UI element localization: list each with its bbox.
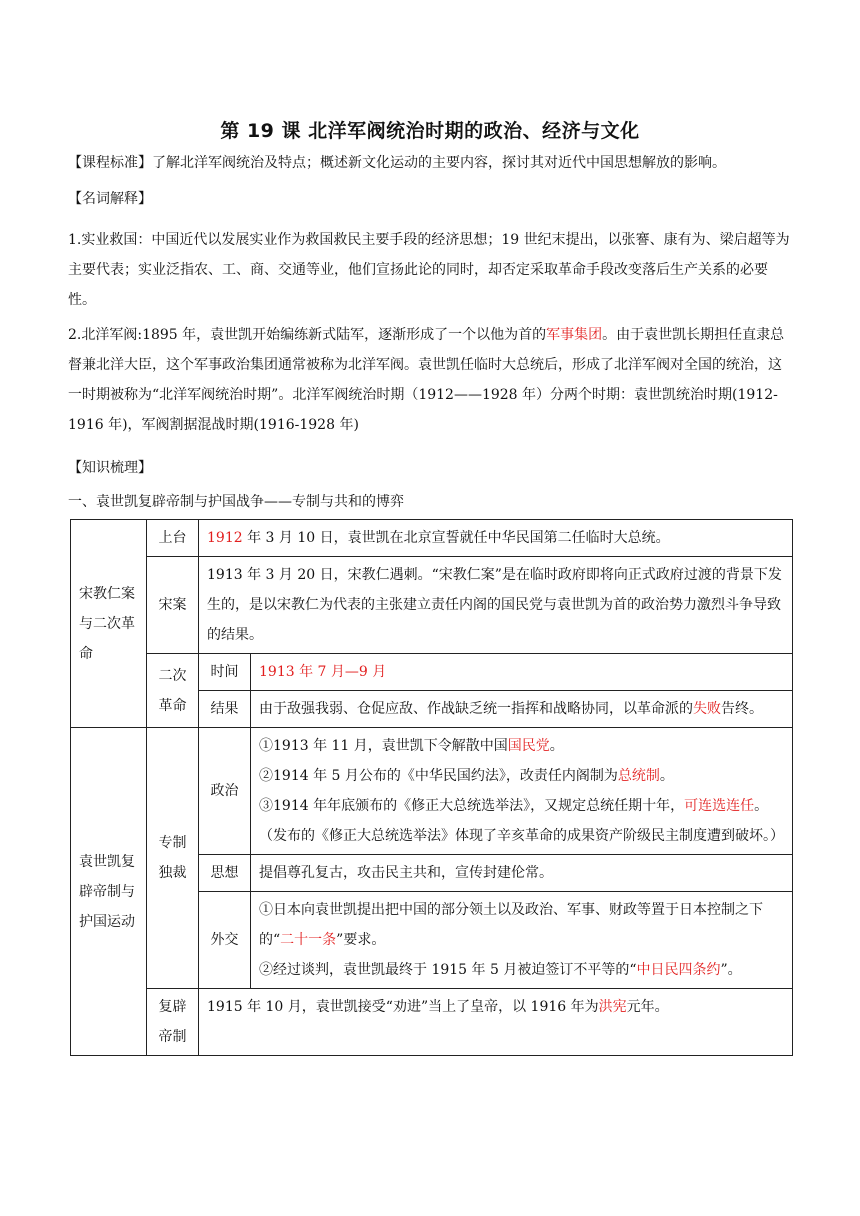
zhengzhi-1red: 国民党: [507, 738, 550, 754]
section-1-heading: 一、袁世凯复辟帝制与护国战争——专制与共和的博弈: [68, 494, 404, 510]
result-label: 结果: [199, 691, 251, 728]
fubi-a: 1915 年 10 月，袁世凯接受“劝进”当上了皇帝，以 1916 年为: [207, 999, 599, 1015]
fubi-label-1: 复辟: [158, 999, 187, 1015]
zhengzhi-item-1: [259, 731, 784, 761]
waijiao-item-1: [259, 895, 784, 955]
table-row: [71, 557, 793, 654]
zhengzhi-label: 政治: [199, 728, 251, 855]
result-b: 告终。: [721, 701, 763, 717]
shangtai-year: 1912: [207, 530, 243, 546]
zhengzhi-3a: ③1914 年年底颁布的《修正大总统选举法》，又规定总统任期十年，: [259, 798, 685, 814]
page-title: 第 19 课 北洋军阀统治时期的政治、经济与文化: [220, 120, 640, 142]
waijiao-1a: ①日本向袁世凯提出把中国的部分领土以及政治、军事、财政等置于日本控制之下的“: [259, 902, 763, 948]
zhengzhi-note: （发布的《修正大总统选举法》体现了辛亥革命的成果资产阶级民主制度遭到破坏。）: [259, 828, 784, 844]
zhengzhi-3red: 可连选连任: [684, 798, 755, 814]
erci-label-1: 二次: [158, 667, 187, 684]
result-value: [251, 691, 793, 728]
row-label-songan: 宋案: [147, 557, 199, 654]
waijiao-2a: ②经过谈判，袁世凯最终于 1915 年 5 月被迫签订不平等的“: [259, 962, 637, 978]
group-label-fubi: 袁世凯复辟帝制与护国运动: [71, 728, 147, 1056]
course-standard: [68, 148, 792, 178]
time-label: 时间: [199, 654, 251, 691]
table-row: [71, 728, 793, 855]
row-label-fubi: [147, 989, 199, 1056]
knowledge-table: [70, 519, 793, 1056]
fubi-red: 洪宪: [598, 999, 627, 1015]
erci-label-2: 革命: [158, 697, 187, 714]
knowledge-heading: 【知识梳理】: [68, 460, 152, 476]
result-red: 失败: [693, 701, 721, 717]
row-label-shangtai: 上台: [147, 520, 199, 557]
table-row: [71, 989, 793, 1056]
cell-shangtai: [199, 520, 793, 557]
waijiao-1red: 二十一条: [280, 932, 337, 948]
fubi-b: 元年。: [626, 999, 669, 1015]
fubi-cell: [199, 989, 793, 1056]
zhengzhi-2a: ②1914 年 5 月公布的《中华民国约法》，改责任内阁制为: [259, 768, 618, 784]
sixiang-cell: 提倡尊孔复古，攻击民主共和，宣传封建伦常。: [251, 855, 793, 892]
zhengzhi-item-2: [259, 761, 784, 791]
waijiao-cell: [251, 892, 793, 989]
zhengzhi-2red: 总统制: [617, 768, 660, 784]
sixiang-label: 思想: [199, 855, 251, 892]
term-2-red: 军事集团: [546, 327, 603, 343]
zhengzhi-item-3: [259, 791, 784, 821]
waijiao-2red: 中日民四条约: [636, 962, 721, 978]
waijiao-1b: ”要求。: [336, 932, 386, 948]
shangtai-text: 年 3 月 10 日，袁世凯在北京宣誓就任中华民国第二任临时大总统。: [242, 530, 670, 546]
zhengzhi-1b: 。: [549, 738, 564, 754]
zhengzhi-cell: [251, 728, 793, 855]
group-label-songan: 宋教仁案与二次革命: [71, 520, 147, 728]
term-2: [68, 320, 792, 440]
waijiao-2b: ”。: [720, 962, 742, 978]
course-standard-text: 了解北洋军阀统治及特点；概述新文化运动的主要内容，探讨其对近代中国思想解放的影响。: [152, 155, 726, 171]
waijiao-item-2: [259, 955, 784, 985]
table-row: [71, 654, 793, 691]
terms-heading: 【名词解释】: [68, 191, 152, 207]
term-2-b: 。由于袁世凯长期担任直隶总督兼北洋大臣，这个军事政治集团通常被称为北洋军阀。袁世凯任临时大总统后，形成了北洋军阀对全国的统治，这一时期被称为“北洋军阀统治时期”。北洋军阀统治时期（1912——1928 年）分两个时期：袁世凯统治时期(1912-1916 年)，军阀割据混战时期(1916-1928 年): [68, 327, 785, 433]
row-label-erci: [147, 654, 199, 728]
row-label-zhuanzhi: 专制独裁: [147, 728, 199, 989]
cell-songan: 1913 年 3 月 20 日，宋教仁遇刺。“宋教仁案”是在临时政府即将向正式政府过渡的背景下发生的，是以宋教仁为代表的主张建立责任内阁的国民党与袁世凯为首的政治势力激烈斗争导致的结果。: [199, 557, 793, 654]
table-row: [71, 520, 793, 557]
term-2-a: 2.北洋军阀:1895 年，袁世凯开始编练新式陆军，逐渐形成了一个以他为首的: [68, 327, 547, 343]
course-standard-tag: 【课程标准】: [68, 155, 152, 171]
time-value: 1913 年 7 月—9 月: [251, 654, 793, 691]
waijiao-label: 外交: [199, 892, 251, 989]
zhengzhi-2b: 。: [659, 768, 674, 784]
zhengzhi-3b: 。: [754, 798, 769, 814]
fubi-label-2: 帝制: [158, 1029, 187, 1045]
result-a: 由于敌强我弱、仓促应敌、作战缺乏统一指挥和战略协同，以革命派的: [259, 701, 693, 717]
term-1: 1.实业救国：中国近代以发展实业作为救国救民主要手段的经济思想；19 世纪末提出，以张謇、康有为、梁启超等为主要代表；实业泛指农、工、商、交通等业，他们宣扬此论的同时，却否定采取革命手段改变落后生产关系的必要性。: [68, 232, 790, 308]
zhengzhi-1a: ①1913 年 11 月，袁世凯下令解散中国: [259, 738, 508, 754]
